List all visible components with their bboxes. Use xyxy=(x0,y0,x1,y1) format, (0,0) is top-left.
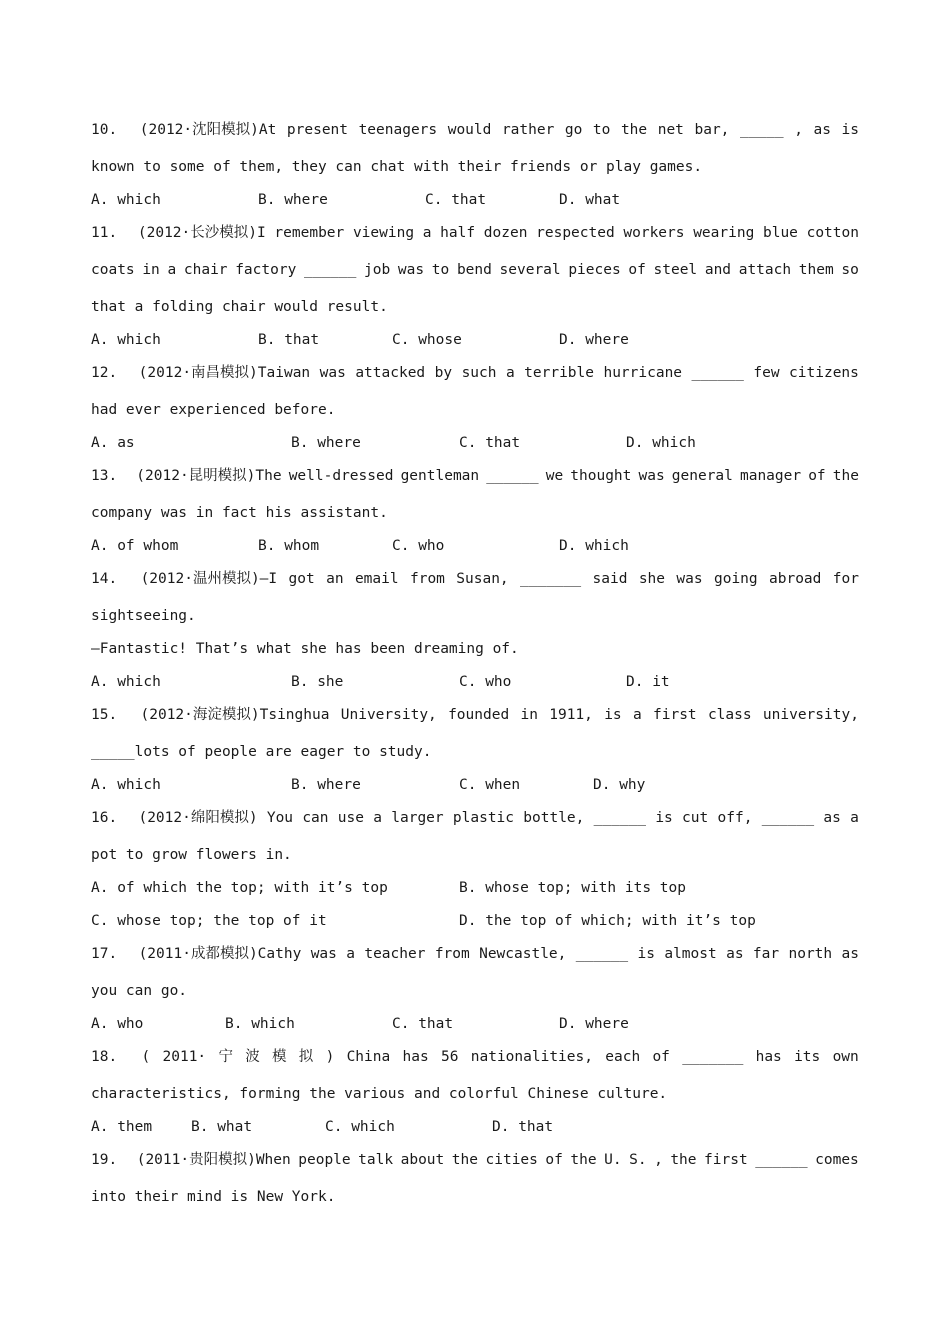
stem-word: (2011·贵阳模拟)When xyxy=(136,1152,291,1168)
question-stem-line xyxy=(91,1084,859,1104)
question-stem-line xyxy=(91,400,859,420)
answer-option[interactable]: C. that xyxy=(425,192,487,208)
stem-word: as xyxy=(726,946,744,962)
answer-option[interactable]: C. that xyxy=(459,435,521,451)
stem-word: off, xyxy=(717,810,753,826)
stem-word: from xyxy=(434,946,470,962)
question-block xyxy=(91,1150,859,1207)
stem-word: in xyxy=(142,262,160,278)
stem-word: S. xyxy=(629,1152,647,1168)
stem-word: teacher xyxy=(364,946,426,962)
answer-option[interactable]: A. which xyxy=(91,777,161,793)
stem-word: comes xyxy=(815,1152,859,1168)
stem-word: citizens xyxy=(789,365,859,381)
answer-options xyxy=(91,672,859,692)
stem-word: (2011·成都模拟)Cathy xyxy=(138,946,302,962)
answer-option[interactable]: C. who xyxy=(459,674,512,690)
stem-word: job xyxy=(364,262,391,278)
answer-option[interactable]: B. that xyxy=(258,332,320,348)
question-stem-line xyxy=(91,260,859,280)
stem-word: _______ xyxy=(682,1049,744,1065)
worksheet-page xyxy=(91,120,859,1207)
answer-option[interactable]: D. the top of which; with it’s top xyxy=(459,913,756,929)
stem-word: manager xyxy=(739,468,802,484)
question-number: 12. xyxy=(91,365,118,381)
stem-word: of xyxy=(652,1049,670,1065)
stem-word: a xyxy=(346,946,355,962)
answer-option[interactable]: D. where xyxy=(559,332,629,348)
answer-options xyxy=(91,911,859,931)
stem-word: , xyxy=(654,1152,663,1168)
stem-word: half xyxy=(440,225,476,241)
answer-option[interactable]: B. where xyxy=(291,777,361,793)
stem-word: each xyxy=(605,1049,641,1065)
stem-text: known to some of them, they can chat with their friends or play games. xyxy=(91,159,703,175)
answer-options xyxy=(91,775,859,795)
answer-option[interactable]: D. which xyxy=(626,435,696,451)
answer-option[interactable]: A. as xyxy=(91,435,135,451)
stem-word: (2012·温州模拟)—I xyxy=(140,571,278,587)
question-stem-first-line xyxy=(91,120,859,140)
answer-options xyxy=(91,433,859,453)
question-stem-first-line xyxy=(91,466,859,486)
stem-word: 56 xyxy=(441,1049,459,1065)
stem-word: of xyxy=(628,262,646,278)
answer-option[interactable]: C. that xyxy=(392,1016,454,1032)
stem-word: is xyxy=(655,810,673,826)
stem-word: ______ xyxy=(575,946,629,962)
stem-word: gentleman xyxy=(400,468,480,484)
question-block xyxy=(91,705,859,795)
stem-word: U. xyxy=(604,1152,622,1168)
stem-word: said xyxy=(592,571,628,587)
stem-word: the xyxy=(620,122,648,138)
answer-option[interactable]: A. which xyxy=(91,192,161,208)
stem-word: is xyxy=(637,946,655,962)
question-number: 17. xyxy=(91,946,118,962)
stem-word: ______ xyxy=(761,810,815,826)
question-block xyxy=(91,223,859,350)
stem-word: coats xyxy=(91,262,135,278)
stem-word: 2011· xyxy=(162,1049,207,1065)
stem-word: dozen xyxy=(483,225,528,241)
question-stem-line xyxy=(91,742,859,762)
question-block xyxy=(91,569,859,692)
answer-options xyxy=(91,536,859,556)
stem-word: a xyxy=(422,225,432,241)
stem-word: _____ xyxy=(739,122,784,138)
stem-word: an xyxy=(326,571,344,587)
stem-word: the xyxy=(670,1152,697,1168)
question-stem-first-line xyxy=(91,363,859,383)
stem-word: cotton xyxy=(806,225,859,241)
stem-word: to xyxy=(592,122,611,138)
stem-word: of xyxy=(808,468,826,484)
question-stem-first-line xyxy=(91,944,859,964)
stem-word: we xyxy=(545,468,564,484)
stem-word: Newcastle, xyxy=(479,946,567,962)
stem-word: a xyxy=(505,365,515,381)
stem-word: cities xyxy=(485,1152,538,1168)
stem-word: ) xyxy=(325,1049,335,1065)
stem-word: You xyxy=(266,810,294,826)
stem-word: use xyxy=(337,810,364,826)
question-number: 15. xyxy=(91,707,118,723)
stem-word: nationalities, xyxy=(470,1049,593,1065)
answer-option[interactable]: B. where xyxy=(258,192,328,208)
stem-word: she xyxy=(638,571,666,587)
stem-word: as xyxy=(841,946,859,962)
stem-word: is xyxy=(604,707,622,723)
stem-word: cut xyxy=(682,810,709,826)
stem-word: ______ xyxy=(593,810,647,826)
question-stem-first-line xyxy=(91,1150,859,1170)
stem-word: present xyxy=(286,122,349,138)
stem-word: got xyxy=(288,571,315,587)
stem-word: go xyxy=(564,122,583,138)
stem-word: workers xyxy=(623,225,685,241)
stem-text: characteristics, forming the various and colorful Chinese culture. xyxy=(91,1086,668,1102)
question-stem-line xyxy=(91,845,859,865)
stem-text: _____lots of people are eager to study. xyxy=(91,744,432,760)
stem-word: was xyxy=(676,571,703,587)
stem-text: that a folding chair would result. xyxy=(91,299,388,315)
stem-word: terrible xyxy=(524,365,594,381)
stem-word: a xyxy=(850,810,859,826)
stem-word: in xyxy=(520,707,538,723)
stem-word: steel xyxy=(653,262,698,278)
stem-word: far xyxy=(752,946,780,962)
stem-word: University, xyxy=(340,707,437,723)
stem-word: a xyxy=(167,262,177,278)
stem-text: into their mind is New York. xyxy=(91,1189,336,1205)
question-stem-line xyxy=(91,157,859,177)
stem-word: rather xyxy=(501,122,555,138)
stem-word: attach xyxy=(738,262,792,278)
stem-word: by xyxy=(434,365,453,381)
question-stem-line xyxy=(91,297,859,317)
stem-text: had ever experienced before. xyxy=(91,402,336,418)
stem-word: them xyxy=(798,262,834,278)
stem-word: 波 xyxy=(245,1049,260,1065)
question-number: 18. xyxy=(91,1049,118,1065)
stem-word: hurricane xyxy=(603,365,683,381)
question-number: 16. xyxy=(91,810,118,826)
answer-option[interactable]: A. of whom xyxy=(91,538,179,554)
question-stem-line xyxy=(91,639,859,659)
answer-option[interactable]: D. that xyxy=(492,1119,554,1135)
answer-option[interactable]: A. them xyxy=(91,1119,153,1135)
stem-word: bottle, xyxy=(523,810,585,826)
question-number: 19. xyxy=(91,1152,118,1168)
stem-word: the xyxy=(451,1152,478,1168)
stem-word: 宁 xyxy=(218,1049,233,1065)
stem-word: ______ xyxy=(755,1152,808,1168)
stem-text: company was in fact his assistant. xyxy=(91,505,388,521)
stem-word: attacked xyxy=(355,365,426,381)
stem-word: viewing xyxy=(352,225,415,241)
stem-word: (2012·海淀模拟)Tsinghua xyxy=(140,707,330,723)
answer-option[interactable]: C. whose top; the top of it xyxy=(91,913,327,929)
stem-word: a xyxy=(373,810,382,826)
stem-word: email xyxy=(354,571,399,587)
stem-word: can xyxy=(302,810,329,826)
answer-options xyxy=(91,878,859,898)
answer-option[interactable]: D. where xyxy=(559,1016,629,1032)
answer-option[interactable]: D. why xyxy=(593,777,646,793)
answer-option[interactable]: B. where xyxy=(291,435,361,451)
answer-option[interactable]: D. what xyxy=(559,192,621,208)
answer-option[interactable]: D. it xyxy=(626,674,670,690)
answer-options xyxy=(91,1117,859,1137)
question-stem-line xyxy=(91,1187,859,1207)
stem-word: was xyxy=(319,365,346,381)
stem-word: first xyxy=(653,707,697,723)
stem-word: ( xyxy=(141,1049,151,1065)
stem-word: general xyxy=(671,468,733,484)
stem-word: ______ xyxy=(303,262,357,278)
stem-word: 1911, xyxy=(549,707,593,723)
answer-option[interactable]: A. of which the top; with it’s top xyxy=(91,880,388,896)
stem-word: , xyxy=(794,122,803,138)
stem-word: as xyxy=(823,810,841,826)
answer-option[interactable]: B. what xyxy=(191,1119,253,1135)
question-stem-first-line xyxy=(91,569,859,589)
stem-word: going xyxy=(713,571,758,587)
stem-word: almost xyxy=(664,946,717,962)
answer-option[interactable]: C. whose xyxy=(392,332,462,348)
stem-word: has xyxy=(402,1049,429,1065)
stem-word: ______ xyxy=(691,365,744,381)
question-stem-first-line xyxy=(91,223,859,243)
answer-option[interactable]: A. who xyxy=(91,1016,144,1032)
stem-word: class xyxy=(707,707,752,723)
answer-option[interactable]: A. which xyxy=(91,332,161,348)
question-number: 14. xyxy=(91,571,118,587)
stem-word: its xyxy=(794,1049,821,1065)
stem-word: respected xyxy=(536,225,615,241)
answer-option[interactable]: B. whose top; with its top xyxy=(459,880,686,896)
question-block xyxy=(91,808,859,931)
stem-word: is xyxy=(841,122,859,138)
answer-option[interactable]: B. which xyxy=(225,1016,295,1032)
question-number: 13. xyxy=(91,468,118,484)
stem-word: wearing xyxy=(693,225,755,241)
stem-word: few xyxy=(753,365,780,381)
answer-options xyxy=(91,1014,859,1034)
question-stem-line xyxy=(91,503,859,523)
stem-word: from xyxy=(409,571,445,587)
stem-word: talk xyxy=(358,1152,394,1168)
answer-option[interactable]: C. when xyxy=(459,777,521,793)
answer-option[interactable]: A. which xyxy=(91,674,161,690)
stem-word: chair xyxy=(183,262,228,278)
stem-word: to xyxy=(431,262,450,278)
stem-word: sightseeing. xyxy=(91,608,196,624)
stem-word: north xyxy=(788,946,833,962)
question-number: 11. xyxy=(91,225,118,241)
question-stem-first-line xyxy=(91,705,859,725)
stem-word: bar, xyxy=(694,122,730,138)
answer-option[interactable]: C. who xyxy=(392,538,445,554)
stem-word: would xyxy=(447,122,492,138)
stem-word: founded xyxy=(448,707,510,723)
question-block xyxy=(91,944,859,1034)
answer-option[interactable]: C. which xyxy=(325,1119,395,1135)
stem-word: has xyxy=(755,1049,782,1065)
stem-word: so xyxy=(841,262,859,278)
question-number: 10. xyxy=(91,122,118,138)
stem-word: well-dressed xyxy=(288,468,394,484)
stem-word: (2012·南昌模拟)Taiwan xyxy=(138,365,311,381)
stem-word: the xyxy=(832,468,859,484)
stem-word: people xyxy=(298,1152,351,1168)
stem-word: plastic xyxy=(452,810,515,826)
stem-word: first xyxy=(704,1152,748,1168)
question-block xyxy=(91,466,859,556)
stem-word: factory xyxy=(235,262,297,278)
stem-word: bend xyxy=(456,262,492,278)
answer-option[interactable]: B. whom xyxy=(258,538,320,554)
stem-word: of xyxy=(545,1152,563,1168)
stem-word: pieces xyxy=(568,262,621,278)
stem-word: was xyxy=(638,468,665,484)
stem-word: and xyxy=(704,262,732,278)
stem-word: university, xyxy=(762,707,859,723)
question-stem-line xyxy=(91,606,859,626)
stem-text: you can go. xyxy=(91,983,188,999)
answer-options xyxy=(91,330,859,350)
stem-word: the xyxy=(570,1152,597,1168)
stem-word: for xyxy=(832,571,859,587)
stem-text: —Fantastic! That’s what she has been dreaming of. xyxy=(91,641,519,657)
question-block xyxy=(91,1047,859,1137)
stem-word: (2012·昆明模拟)The xyxy=(136,468,282,484)
stem-word: a xyxy=(632,707,642,723)
stem-word: ______ xyxy=(486,468,539,484)
answer-option[interactable]: D. which xyxy=(559,538,629,554)
stem-word: abroad xyxy=(769,571,822,587)
stem-word: net xyxy=(657,122,684,138)
question-stem-first-line xyxy=(91,1047,859,1067)
stem-word: was xyxy=(397,262,425,278)
stem-word: 拟 xyxy=(298,1049,314,1065)
stem-word: Susan, xyxy=(456,571,509,587)
stem-word: _______ xyxy=(520,571,582,587)
stem-word: thought xyxy=(570,468,632,484)
stem-word: (2012·沈阳模拟)At xyxy=(139,122,277,138)
stem-word: teenagers xyxy=(358,122,438,138)
stem-word: about xyxy=(400,1152,445,1168)
stem-word: such xyxy=(461,365,497,381)
question-stem-line xyxy=(91,981,859,1001)
stem-word: China xyxy=(346,1049,391,1065)
stem-word: 模 xyxy=(272,1049,287,1065)
question-block xyxy=(91,363,859,453)
stem-text: pot to grow flowers in. xyxy=(91,847,292,863)
stem-word: several xyxy=(499,262,561,278)
stem-word: own xyxy=(832,1049,859,1065)
question-stem-first-line xyxy=(91,808,859,828)
stem-word: as xyxy=(813,122,831,138)
stem-word: (2012·绵阳模拟) xyxy=(138,810,258,826)
stem-word: remember xyxy=(274,225,345,241)
stem-word: (2012·长沙模拟)I xyxy=(137,225,266,241)
stem-word: was xyxy=(310,946,337,962)
question-block xyxy=(91,120,859,210)
answer-option[interactable]: B. she xyxy=(291,674,344,690)
answer-options xyxy=(91,190,859,210)
stem-word: blue xyxy=(762,225,798,241)
stem-word: larger xyxy=(391,810,444,826)
